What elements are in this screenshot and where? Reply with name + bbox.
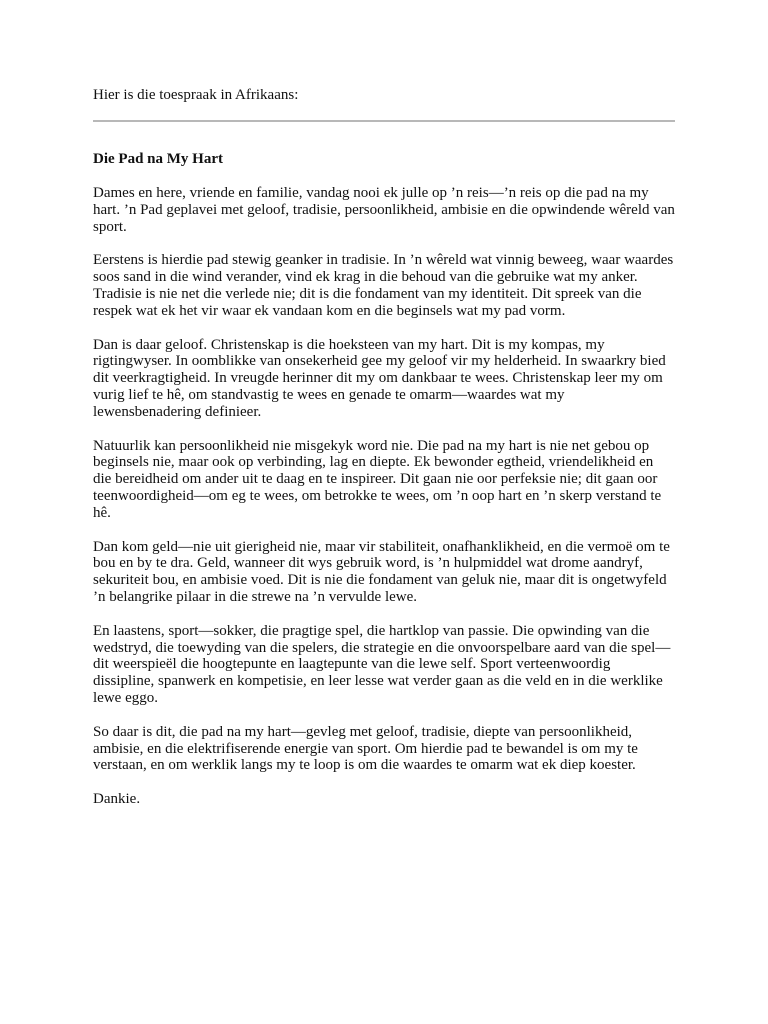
speech-title: Die Pad na My Hart — [93, 151, 223, 167]
paragraph-conclusion: So daar is dit, die pad na my hart—gevleg met geloof, tradisie, diepte van persoonlikheid, ambisie, en die elektrifiserende energie van sport. Om hierdie pad te bewandel is om my te verstaan, en om werklik langs my te loop is om die waardes te omarm wat ek diep koester. — [93, 723, 638, 774]
intro-line: Hier is die toespraak in Afrikaans: — [93, 87, 299, 103]
closing-line: Dankie. — [93, 791, 141, 808]
paragraph-faith: Dan is daar geloof. Christenskap is die hoeksteen van my hart. Dit is my kompas, my rigtingwyser. In oomblikke van onsekerheid gee my geloof vir my helderheid. In swaarkry bied dit veerkragtigheid. In vreugde herinner dit my om dankbaar te wees. Christenskap leer my om vurig lief te hê, om standvastig te wees en genade te omarm—waardes wat my lewensbenadering definieer. — [93, 336, 666, 420]
paragraph-tradition: Eerstens is hierdie pad stewig geanker in tradisie. In ’n wêreld wat vinnig beweeg, waar waardes soos sand in die wind verander, vind ek krag in die behoud van die gebruike wat my anker. Tradisie is nie net die verlede nie; dit is die fondament van my identiteit. Dit spreek van die respek wat ek het vir waar ek vandaan kom en die beginsels wat my pad vorm. — [93, 252, 674, 319]
paragraph-opening: Dames en here, vriende en familie, vandag nooi ek julle op ’n reis—’n reis op die pad na my hart. ’n Pad geplavei met geloof, tradisie, persoonlikheid, ambisie en die opwindende wêreld van sport. — [93, 185, 675, 235]
paragraph-sport: En laastens, sport—sokker, die pragtige spel, die hartklop van passie. Die opwinding van die wedstryd, die toewyding van die spelers, die strategie en die onvoorspelbare aard van die spel—dit weerspieël die hoogtepunte en laagtepunte van die lewe self. Sport verteenwoordig dissipline, spanwerk en kompetisie, en leer lesse wat verder gaan as die veld en in die werklike lewe eggo. — [93, 622, 671, 706]
horizontal-divider — [93, 120, 675, 122]
paragraph-money: Dan kom geld—nie uit gierigheid nie, maar vir stabiliteit, onafhanklikheid, en die vermoë om te bou en by te dra. Geld, wanneer dit wys gebruik word, is ’n hulpmiddel wat drome aandryf, sekuriteit bou, en ambisie voed. Dit is nie die fondament van geluk nie, maar dit is ongetwyfeld ’n belangrike pilaar in die strewe na ’n vervulde lewe. — [93, 538, 670, 605]
document-page — [93, 87, 675, 808]
paragraph-personality: Natuurlik kan persoonlikheid nie misgekyk word nie. Die pad na my hart is nie net gebou op beginsels nie, maar ook op verbinding, lag en diepte. Ek bewonder egtheid, vriendelikheid en die bereidheid om ander uit te daag en te inspireer. Dit gaan nie oor perfeksie nie; dit gaan oor teenwoordigheid—om eg te wees, om betrokke te wees, om ’n oop hart en ’n skerp verstand te hê. — [93, 437, 662, 521]
